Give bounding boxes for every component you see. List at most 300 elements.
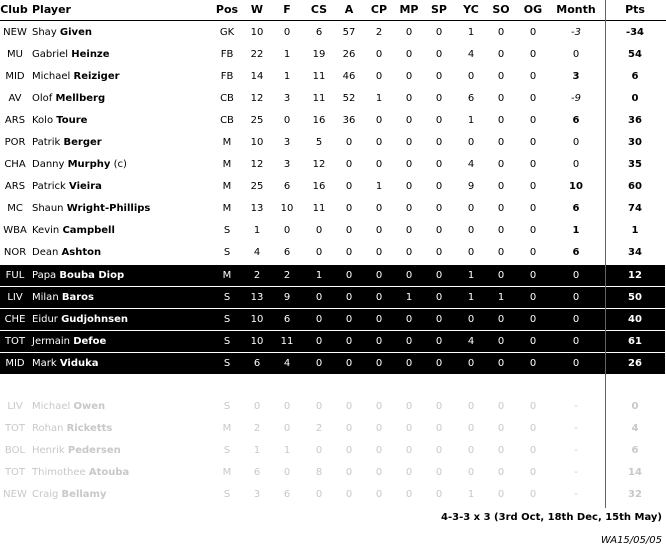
a-cell: 0 [345,270,353,281]
cs-cell: 16 [312,115,326,126]
player-first-name: Danny [32,159,65,170]
pts-cell: 50 [628,292,642,303]
player-last-name: Defoe [73,336,107,347]
og-cell: 0 [529,292,537,303]
month-cell: 1 [572,225,580,236]
pts-cell: 4 [631,423,639,434]
mp-cell: 0 [405,336,413,347]
so-cell: 0 [497,71,505,82]
yc-cell: 1 [467,292,475,303]
yc-cell: 1 [467,115,475,126]
f-cell: 2 [283,270,291,281]
so-cell: 0 [497,489,505,500]
yc-cell: 9 [467,181,475,192]
cs-cell: 0 [315,314,323,325]
month-cell: 6 [572,203,580,214]
player-name-cell [32,220,212,242]
month-cell: 0 [572,270,580,281]
cp-cell: 0 [375,489,383,500]
cp-cell: 1 [375,181,383,192]
player-first-name: Olof [32,93,53,104]
player-first-name: Gabriel [32,49,69,60]
header-yc: YC [463,3,479,16]
a-cell: 0 [345,247,353,258]
og-cell: 0 [529,225,537,236]
header-w: W [250,3,264,16]
mp-cell: 0 [405,93,413,104]
player-last-name: Bouba Diop [59,270,125,281]
player-name-cell [32,242,212,264]
table-header [0,0,666,21]
table-row [0,264,665,286]
yc-cell: 0 [467,71,475,82]
table-row [0,220,666,242]
player-first-name: Jermain [32,336,71,347]
a-cell: 0 [345,401,353,412]
f-cell: 0 [283,225,291,236]
table-row [0,374,666,396]
a-cell: 52 [342,93,356,104]
player-first-name: Michael [32,401,71,412]
yc-cell: 1 [467,489,475,500]
table-row [0,198,666,220]
so-cell: 1 [497,292,505,303]
pts-cell: 0 [631,93,639,104]
cs-cell: 19 [312,49,326,60]
f-cell: 6 [283,489,291,500]
w-cell: 12 [250,93,264,104]
sp-cell: 0 [435,93,443,104]
a-cell: 0 [345,181,353,192]
table-row [0,484,666,506]
og-cell: 0 [529,423,537,434]
player-name-cell [32,374,212,396]
pos-cell: S [223,225,231,236]
table-row [0,88,666,110]
player-name-cell [32,198,212,220]
f-cell: 6 [283,247,291,258]
table-row [0,330,665,352]
formation-note: 4-3-3 x 3 (3rd Oct, 18th Dec, 15th May) [441,512,662,523]
cs-cell: 0 [315,489,323,500]
cs-cell: 2 [315,423,323,434]
w-cell [242,374,272,396]
w-cell: 2 [253,270,261,281]
a-cell: 26 [342,49,356,60]
player-name-cell [32,66,212,88]
club-cell: FUL [5,270,25,281]
club-cell: TOT [4,467,26,478]
yc-cell: 0 [467,314,475,325]
player-first-name: Patrick [32,181,66,192]
cs-cell: 0 [315,292,323,303]
yc-cell: 4 [467,336,475,347]
header-sp: SP [431,3,447,16]
so-cell: 0 [497,49,505,60]
club-cell: CHA [4,159,26,170]
og-cell [516,374,550,396]
mp-cell: 0 [405,49,413,60]
mp-cell: 0 [405,181,413,192]
club-cell: NEW [3,489,27,500]
month-cell [548,374,604,396]
club-cell: TOT [4,336,26,347]
mp-cell: 1 [405,292,413,303]
player-name-cell [32,110,212,132]
sp-cell: 0 [435,314,443,325]
mp-cell: 0 [405,445,413,456]
cs-cell: 5 [315,137,323,148]
cp-cell: 0 [375,270,383,281]
f-cell: 0 [283,401,291,412]
sp-cell: 0 [435,115,443,126]
so-cell: 0 [497,93,505,104]
sp-cell: 0 [435,247,443,258]
player-last-name: Campbell [62,225,115,236]
w-cell: 6 [253,358,261,369]
a-cell: 0 [345,159,353,170]
yc-cell: 0 [467,445,475,456]
a-cell: 0 [345,292,353,303]
cp-cell: 0 [375,159,383,170]
table-row [0,286,665,308]
cp-cell: 0 [375,423,383,434]
so-cell: 0 [497,247,505,258]
club-cell: POR [4,137,26,148]
table-row [0,44,666,66]
so-cell: 0 [497,225,505,236]
player-first-name: Craig [32,489,59,500]
a-cell: 0 [345,467,353,478]
player-first-name: Papa [32,270,57,281]
so-cell: 0 [497,270,505,281]
player-last-name: Gudjohnsen [61,314,128,325]
a-cell: 0 [345,358,353,369]
table-row [0,22,666,44]
player-first-name: Kolo [32,115,54,126]
og-cell: 0 [529,467,537,478]
cs-cell: 0 [315,445,323,456]
cp-cell [364,374,394,396]
cp-cell: 0 [375,247,383,258]
yc-cell: 1 [467,270,475,281]
pos-cell: M [222,467,232,478]
cp-cell: 0 [375,225,383,236]
header-so: SO [492,3,510,16]
yc-cell: 0 [467,401,475,412]
sp-cell: 0 [435,445,443,456]
pts-cell: 34 [628,247,642,258]
w-cell: 3 [253,489,261,500]
w-cell: 13 [250,203,264,214]
pts-cell: 6 [631,71,639,82]
cs-cell: 0 [315,225,323,236]
cp-cell: 0 [375,115,383,126]
player-last-name: Ashton [61,247,102,258]
club-cell: NOR [3,247,27,258]
player-name-cell [32,287,212,309]
player-first-name: Michael [32,71,71,82]
w-cell: 4 [253,247,261,258]
club-cell: BOL [4,445,26,456]
cs-cell: 16 [312,181,326,192]
player-name-cell [32,154,212,176]
cp-cell: 0 [375,292,383,303]
cs-cell: 1 [315,270,323,281]
cp-cell: 0 [375,314,383,325]
pts-cell [609,374,661,396]
table-row [0,242,666,264]
w-cell: 10 [250,27,264,38]
f-cell: 1 [283,49,291,60]
yc-cell: 6 [467,93,475,104]
so-cell [486,374,516,396]
pts-cell: 54 [628,49,642,60]
month-cell: - [574,423,578,434]
a-cell: 0 [345,423,353,434]
player-first-name: Shaun [32,203,64,214]
pos-cell: S [223,445,231,456]
month-cell: 0 [572,314,580,325]
player-last-name: Pedersen [67,445,121,456]
cs-cell: 12 [312,159,326,170]
sp-cell: 0 [435,203,443,214]
so-cell: 0 [497,467,505,478]
sp-cell: 0 [435,401,443,412]
og-cell: 0 [529,159,537,170]
pos-cell: M [222,270,232,281]
club-cell: WBA [3,225,27,236]
w-cell: 22 [250,49,264,60]
player-first-name: Mark [32,358,57,369]
f-cell: 1 [283,71,291,82]
og-cell: 0 [529,115,537,126]
cp-cell: 0 [375,467,383,478]
signature-date: WA15/05/05 [600,535,662,546]
player-name-cell [32,484,212,506]
header-og: OG [523,3,543,16]
club-cell: NEW [3,27,27,38]
pos-cell: S [223,292,231,303]
a-cell: 0 [345,489,353,500]
player-first-name: Henrik [32,445,65,456]
yc-cell: 1 [467,27,475,38]
f-cell: 6 [283,314,291,325]
so-cell: 0 [497,336,505,347]
player-last-name: Reiziger [73,71,120,82]
mp-cell: 0 [405,27,413,38]
player-last-name: Viduka [59,358,99,369]
cp-cell: 0 [375,49,383,60]
og-cell: 0 [529,358,537,369]
sp-cell [424,374,454,396]
so-cell: 0 [497,159,505,170]
player-name-cell [32,22,212,44]
f-cell: 0 [283,423,291,434]
header-f: F [283,3,291,16]
cs-cell: 11 [312,203,326,214]
pts-cell: 6 [631,445,639,456]
sp-cell: 0 [435,71,443,82]
player-name-cell [32,331,212,353]
w-cell: 25 [250,181,264,192]
f-cell: 1 [283,445,291,456]
w-cell: 10 [250,137,264,148]
cp-cell: 0 [375,137,383,148]
club-cell: MID [5,71,25,82]
og-cell: 0 [529,314,537,325]
player-name-cell [32,88,212,110]
player-first-name: Thimothee [32,467,86,478]
table-row [0,154,666,176]
og-cell: 0 [529,247,537,258]
a-cell: 0 [345,225,353,236]
so-cell: 0 [497,445,505,456]
cs-cell: 0 [315,358,323,369]
f-cell: 0 [283,467,291,478]
month-cell: 3 [572,71,580,82]
cs-cell: 8 [315,467,323,478]
sp-cell: 0 [435,27,443,38]
yc-cell: 0 [467,203,475,214]
pos-cell: CB [220,93,234,104]
og-cell: 0 [529,336,537,347]
cs-cell: 6 [315,27,323,38]
player-last-name: Bellamy [61,489,107,500]
pos-cell: FB [220,49,234,60]
a-cell: 0 [345,203,353,214]
pos-cell: M [222,423,232,434]
club-cell: ARS [4,115,26,126]
og-cell: 0 [529,93,537,104]
mp-cell: 0 [405,115,413,126]
so-cell: 0 [497,314,505,325]
f-cell: 10 [280,203,294,214]
a-cell: 46 [342,71,356,82]
club-cell: AV [8,93,22,104]
mp-cell: 0 [405,467,413,478]
club-cell: MC [7,203,23,214]
club-cell [2,374,28,396]
f-cell: 3 [283,159,291,170]
pts-cell: 30 [628,137,642,148]
player-first-name: Kevin [32,225,60,236]
pos-cell: M [222,181,232,192]
player-name-cell [32,353,212,375]
month-cell: 10 [569,181,583,192]
month-cell: - [574,445,578,456]
player-name-cell [32,132,212,154]
header-player: Player [32,3,71,16]
a-cell: 0 [345,314,353,325]
player-last-name: Heinze [71,49,110,60]
mp-cell: 0 [405,423,413,434]
sp-cell: 0 [435,137,443,148]
w-cell: 14 [250,71,264,82]
so-cell: 0 [497,181,505,192]
yc-cell: 4 [467,49,475,60]
pos-cell: M [222,137,232,148]
header-a: A [344,3,354,16]
og-cell: 0 [529,27,537,38]
pos-cell: S [223,314,231,325]
mp-cell: 0 [405,270,413,281]
mp-cell: 0 [405,489,413,500]
cp-cell: 0 [375,203,383,214]
mp-cell: 0 [405,71,413,82]
w-cell: 25 [250,115,264,126]
sp-cell: 0 [435,181,443,192]
mp-cell: 0 [405,247,413,258]
f-cell [272,374,302,396]
header-club: Club [0,3,28,16]
pts-cell: 0 [631,401,639,412]
header-mp: MP [399,3,419,16]
cs-cell [302,374,336,396]
mp-cell: 0 [405,225,413,236]
og-cell: 0 [529,203,537,214]
sp-cell: 0 [435,49,443,60]
w-cell: 13 [250,292,264,303]
player-last-name: Given [59,27,92,38]
sp-cell: 0 [435,467,443,478]
player-name-cell [32,440,212,462]
w-cell: 1 [253,225,261,236]
pts-cell: 1 [631,225,639,236]
f-cell: 9 [283,292,291,303]
player-name-cell [32,176,212,198]
pos-cell [210,374,244,396]
pts-cell: 35 [628,159,642,170]
f-cell: 0 [283,27,291,38]
sp-cell: 0 [435,270,443,281]
month-cell: 0 [572,292,580,303]
header-pts: Pts [625,3,645,16]
pos-cell: S [223,336,231,347]
cs-cell: 0 [315,336,323,347]
sp-cell: 0 [435,159,443,170]
og-cell: 0 [529,71,537,82]
cp-cell: 1 [375,93,383,104]
w-cell: 2 [253,423,261,434]
pos-cell: M [222,159,232,170]
so-cell: 0 [497,137,505,148]
w-cell: 10 [250,336,264,347]
a-cell: 0 [345,137,353,148]
month-cell: 0 [572,49,580,60]
og-cell: 0 [529,401,537,412]
pts-cell: 32 [628,489,642,500]
so-cell: 0 [497,423,505,434]
month-cell: 6 [572,247,580,258]
player-last-name: Berger [63,137,102,148]
pts-cell: 60 [628,181,642,192]
yc-cell: 4 [467,159,475,170]
player-name-cell [32,418,212,440]
cs-cell: 0 [315,401,323,412]
player-first-name: Patrik [32,137,61,148]
player-last-name: Ricketts [66,423,113,434]
mp-cell: 0 [405,358,413,369]
w-cell: 12 [250,159,264,170]
month-cell: -9 [571,93,581,104]
player-name-cell [32,462,212,484]
yc-cell: 0 [467,225,475,236]
pos-cell: S [223,247,231,258]
table-row [0,110,666,132]
pts-cell: 26 [628,358,642,369]
yc-cell: 0 [467,358,475,369]
